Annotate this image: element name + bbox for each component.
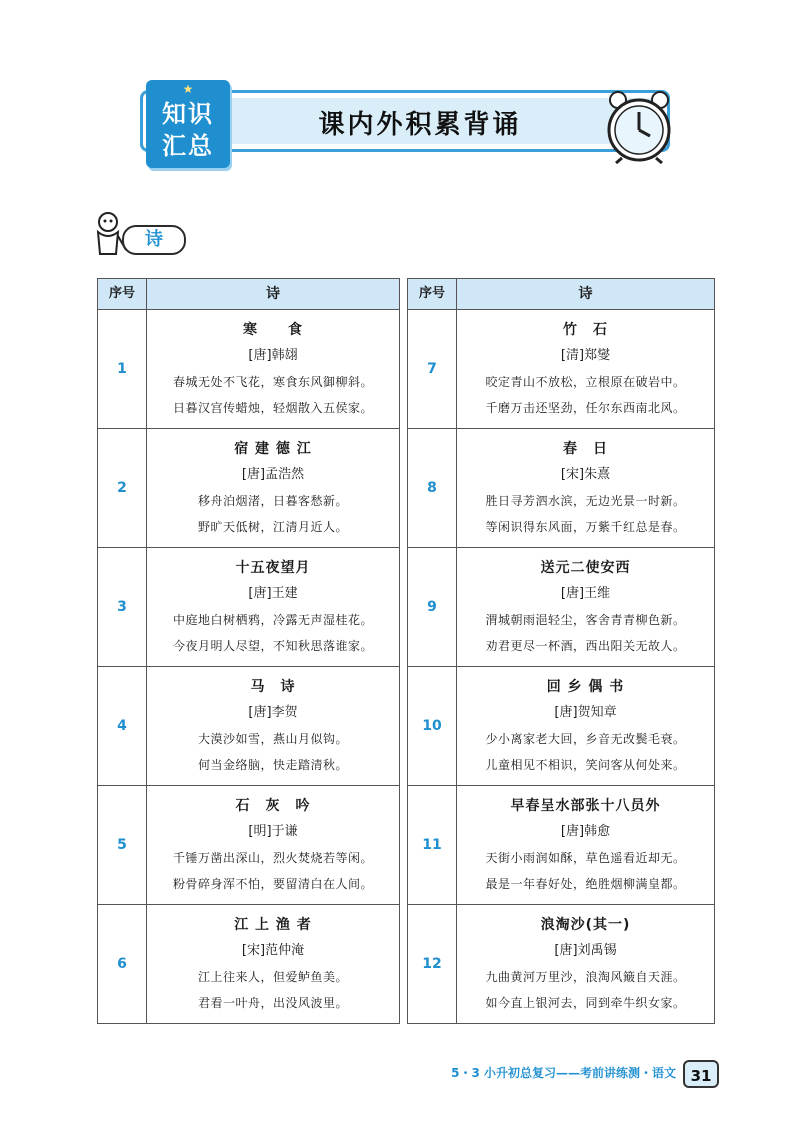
poem-author: [清]郑燮 [560, 348, 611, 363]
page-title: 课内外积累背诵 [318, 110, 522, 140]
badge-line-1: 知识 [162, 100, 214, 128]
poem-line: 粉骨碎身浑不怕，要留清白在人间。 [172, 877, 373, 891]
poem-cell [147, 310, 399, 428]
poem-cell [457, 667, 714, 785]
poem-line: 君看一叶舟，出没风波里。 [197, 996, 348, 1010]
poem-author: [宋]朱熹 [560, 467, 611, 482]
poem-cell [457, 548, 714, 666]
column-header-poem: 诗 [266, 286, 280, 302]
poem-number: 10 [408, 667, 457, 785]
page-number: 31 [683, 1060, 719, 1088]
poem-author: [唐]李贺 [248, 705, 298, 720]
table-row [98, 786, 399, 905]
footer-book-title: 5・3 小升初总复习——考前讲练测・语文 [451, 1066, 676, 1080]
poem-cell [147, 905, 399, 1023]
table-row [408, 667, 714, 786]
table-header [98, 279, 399, 310]
poem-number: 7 [408, 310, 457, 428]
poem-cell [457, 310, 714, 428]
poem-number: 1 [98, 310, 147, 428]
poem-author: [唐]韩愈 [560, 824, 611, 839]
column-header-number: 序号 [98, 279, 147, 309]
poem-author: [唐]贺知章 [554, 705, 617, 720]
table-row [408, 310, 714, 429]
poem-line: 等闲识得东风面，万紫千红总是春。 [485, 520, 686, 534]
poem-author: [唐]韩翃 [248, 348, 298, 363]
poem-line: 何当金络脑，快走踏清秋。 [197, 758, 348, 772]
table-row [408, 786, 714, 905]
poem-line: 胜日寻芳泗水滨，无边光景一时新。 [485, 494, 686, 508]
poem-cell [147, 429, 399, 547]
poem-line: 今夜月明人尽望，不知秋思落谁家。 [172, 639, 373, 653]
knowledge-summary-badge [146, 80, 230, 168]
poem-line: 咬定青山不放松，立根原在破岩中。 [485, 375, 686, 389]
poem-line: 江上往来人，但爱鲈鱼美。 [197, 970, 348, 984]
table-row [408, 905, 714, 1023]
poem-number: 9 [408, 548, 457, 666]
poem-title: 春 日 [563, 441, 608, 457]
table-row [98, 905, 399, 1023]
poem-title: 十五夜望月 [235, 560, 311, 576]
poem-title: 江 上 渔 者 [234, 917, 312, 933]
poem-author: [明]于谦 [248, 824, 298, 839]
poem-line: 千磨万击还坚劲，任尔东西南北风。 [485, 401, 686, 415]
badge-line-2: 汇总 [162, 132, 214, 160]
column-header-number: 序号 [408, 279, 457, 309]
table-row [408, 548, 714, 667]
poem-cell [457, 905, 714, 1023]
poem-title: 早春呈水部张十八员外 [510, 798, 661, 814]
poem-table-right [407, 278, 715, 1024]
alarm-clock-icon [598, 88, 678, 164]
poem-line: 如今直上银河去，同到牵牛织女家。 [485, 996, 686, 1010]
column-header-poem: 诗 [578, 286, 593, 302]
poem-line: 春城无处不飞花，寒食东风御柳斜。 [172, 375, 373, 389]
poem-line: 天街小雨润如酥，草色遥看近却无。 [485, 851, 686, 865]
poem-cell [457, 786, 714, 904]
poem-author: [唐]刘禹锡 [554, 943, 617, 958]
poem-line: 儿童相见不相识，笑问客从何处来。 [485, 758, 686, 772]
poem-number: 4 [98, 667, 147, 785]
poem-line: 最是一年春好处，绝胜烟柳满皇都。 [485, 877, 686, 891]
poem-title: 马 诗 [250, 679, 296, 695]
poem-number: 11 [408, 786, 457, 904]
table-row [98, 667, 399, 786]
poem-author: [唐]孟浩然 [241, 467, 305, 482]
poem-line: 大漠沙如雪，燕山月似钩。 [197, 732, 348, 746]
poem-author: [宋]范仲淹 [241, 943, 305, 958]
poem-number: 6 [98, 905, 147, 1023]
poem-title: 浪淘沙(其一) [540, 917, 631, 933]
poem-line: 千锤万凿出深山，烈火焚烧若等闲。 [172, 851, 373, 865]
poem-number: 12 [408, 905, 457, 1023]
poem-number: 8 [408, 429, 457, 547]
table-header [408, 279, 714, 310]
poem-number: 3 [98, 548, 147, 666]
poem-line: 少小离家老大回，乡音无改鬓毛衰。 [485, 732, 686, 746]
poem-title: 宿 建 德 江 [234, 441, 312, 457]
poem-title: 送元二使安西 [540, 560, 631, 576]
poem-line: 渭城朝雨浥轻尘，客舍青青柳色新。 [485, 613, 686, 627]
poem-line: 九曲黄河万里沙，浪淘风簸自天涯。 [485, 970, 686, 984]
poem-cell [147, 548, 399, 666]
poem-number: 5 [98, 786, 147, 904]
poem-table-left [97, 278, 400, 1024]
poem-line: 移舟泊烟渚，日暮客愁新。 [197, 494, 348, 508]
poem-title: 竹 石 [563, 322, 608, 338]
table-row [98, 429, 399, 548]
poem-title: 石 灰 吟 [235, 798, 311, 814]
poem-author: [唐]王建 [248, 586, 298, 601]
poem-number: 2 [98, 429, 147, 547]
poem-cell [147, 786, 399, 904]
poem-cell [457, 429, 714, 547]
poem-line: 日暮汉宫传蜡烛，轻烟散入五侯家。 [172, 401, 373, 415]
poem-line: 劝君更尽一杯酒，西出阳关无故人。 [485, 639, 686, 653]
table-row [408, 429, 714, 548]
poem-cell [147, 667, 399, 785]
poem-title: 寒 食 [243, 322, 303, 338]
poem-title: 回 乡 偶 书 [546, 679, 625, 695]
star-icon: ★ [182, 82, 194, 96]
poem-line: 野旷天低树，江清月近人。 [197, 520, 348, 534]
table-row [98, 548, 399, 667]
poem-author: [唐]王维 [560, 586, 611, 601]
poem-line: 中庭地白树栖鸦，冷露无声湿桂花。 [172, 613, 373, 627]
table-row [98, 310, 399, 429]
section-label: 诗 [122, 225, 186, 255]
